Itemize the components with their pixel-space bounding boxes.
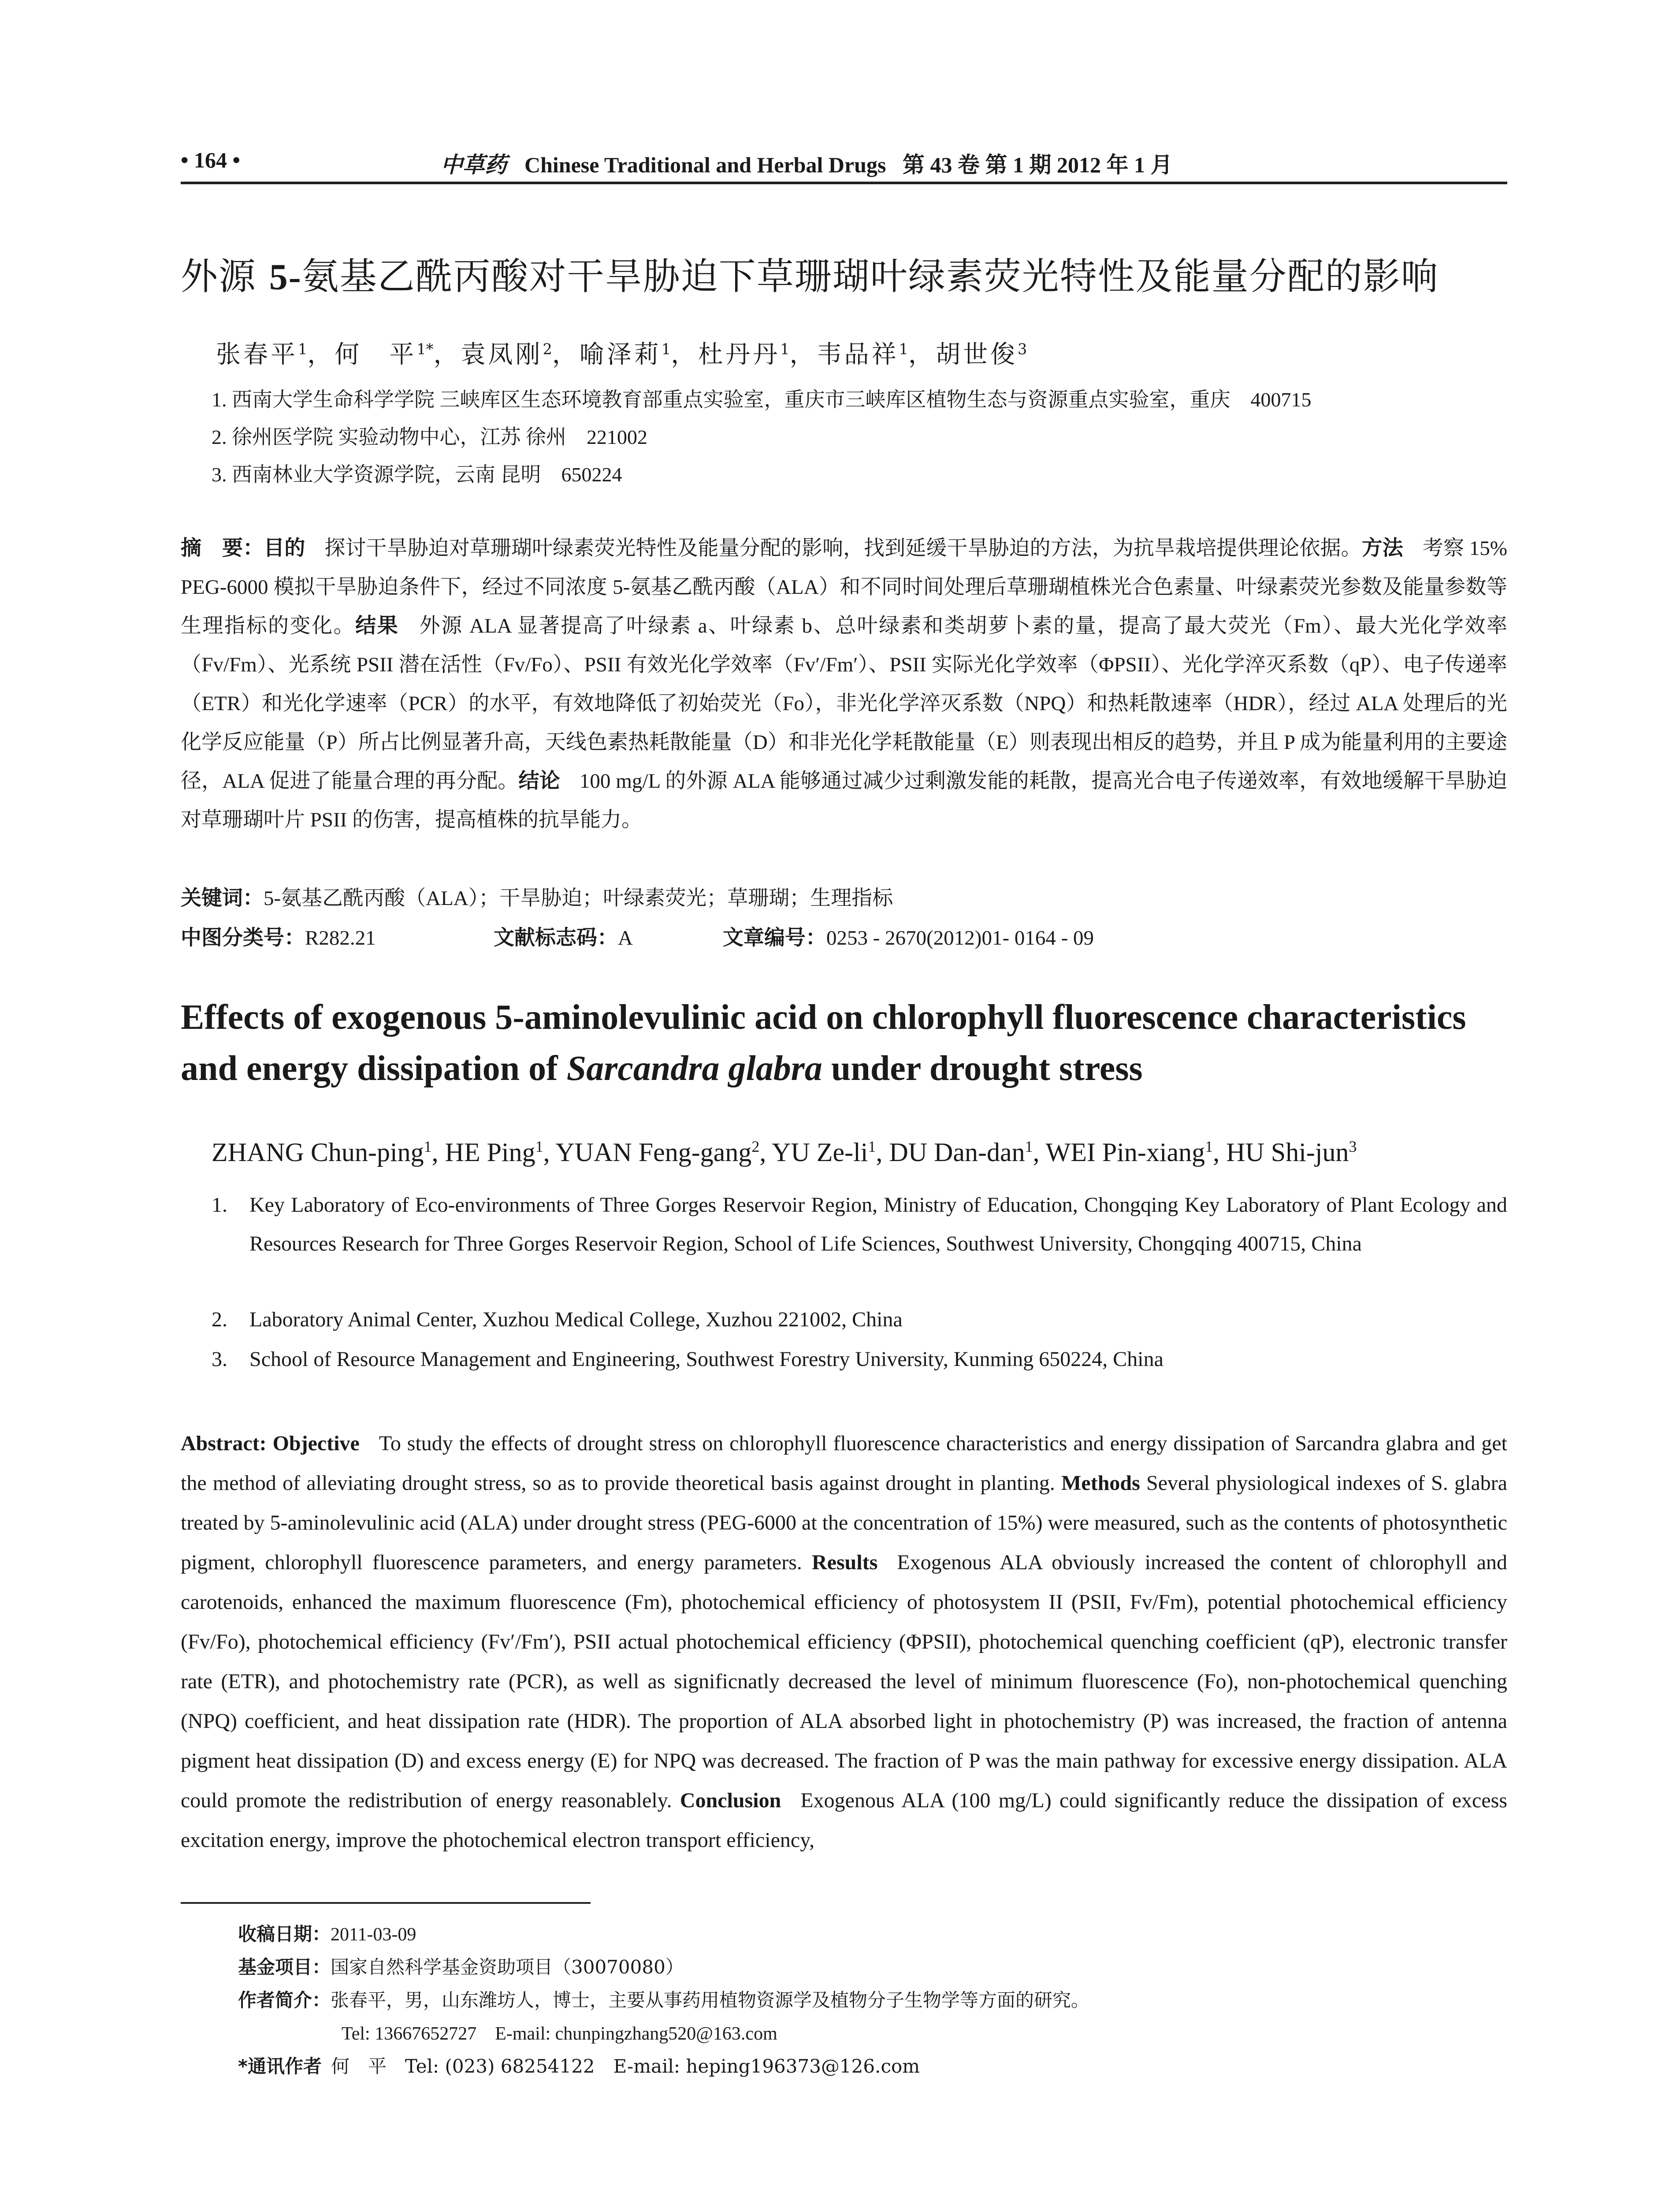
journal-name: [441, 147, 1172, 179]
page-number: • 164 •: [181, 148, 241, 172]
cn-abstract: [181, 529, 1507, 839]
footnote-author-contact: Tel: 13667652727 E-mail: chunpingzhang520@163.com: [342, 2024, 777, 2044]
cn-author: 杜丹丹$^1$: [698, 340, 790, 369]
en-methods: Several physiological indexes of S. glabra treated by 5-aminolevulinic acid (ALA) under drought stress (PEG-6000 at the concentration of 15%) were measured, such as the contents of photosynthetic pigment, chlorophyll fluorescence parameters, and energy parameters.: [181, 1471, 1508, 1574]
cn-keywords: [181, 882, 893, 911]
en-author: WEI Pin-xiang$^1$: [1045, 1138, 1213, 1167]
footnote-corresponding: *通讯作者 何 平 Tel: (023) 68254122 E-mail: heping196373@126.com: [238, 2055, 920, 2077]
cn-author: 胡世俊$^3$: [936, 340, 1027, 369]
cn-results-label: 结果: [355, 614, 399, 638]
cn-title: [181, 247, 1439, 300]
footnote-fund: 基金项目：国家自然科学基金资助项目（30070080）: [238, 1956, 684, 1978]
en-conclusion: Exogenous ALA (100 mg/L) could significantly reduce the dissipation of excess excitation energy, improve the photochemical electron transport efficiency,: [181, 1789, 1508, 1852]
en-results: Exogenous ALA obviously increased the content of chlorophyll and carotenoids, enhanced the maximum fluorescence (Fm), photochemical efficiency of photosystem II (PSII, Fv/Fm), potential photochemical efficiency (Fv/Fo), photochemical efficiency (Fv′/Fm′), PSII actual photochemical efficiency (ΦPSII), photochemical quenching coefficient (qP), electronic transfer rate (ETR), and photochemistry rate (PCR), as well as significnatly decreased the level of minimum fluorescence (Fo), non-photochemical quenching (NPQ) coefficient, and heat dissipation rate (HDR). The proportion of ALA absorbed light in photochemistry (P) was increased, the fraction of antenna pigment heat dissipation (D) and excess energy (E) for NPQ was decreased. The fraction of P was the main pathway for excessive energy dissipation. ALA could promote the redistribution of energy reasonablely.: [181, 1551, 1508, 1812]
en-author: HU Shi-jun$^3$: [1226, 1138, 1357, 1167]
en-conclusion-label: Conclusion: [680, 1789, 781, 1812]
cn-keywords-text: 5-氨基乙酰丙酸（ALA）；干旱胁迫；叶绿素荧光；草珊瑚；生理指标: [264, 887, 893, 910]
cn-author: 张春平$^1$: [216, 340, 308, 369]
en-methods-label: Methods: [1061, 1471, 1140, 1495]
header-rule: [181, 182, 1507, 184]
cn-affiliation-2: 2. 徐州医学院 实验动物中心，江苏 徐州 221002: [212, 426, 647, 448]
article-number: 文章编号：0253 - 2670(2012)01- 0164 - 09: [723, 926, 1094, 950]
en-affiliation-2: 2. Laboratory Animal Center, Xuzhou Medical College, Xuzhou 221002, China: [212, 1308, 903, 1331]
running-header: [181, 147, 1507, 182]
en-author: YU $Ze-li^1$: [772, 1138, 876, 1167]
en-author: YUAN Feng-gang$^2$: [555, 1138, 760, 1167]
document-code: 文献标志码：A: [494, 926, 633, 950]
cn-title-num: 5-: [269, 257, 302, 298]
cn-author: 韦品祥$^1$: [817, 340, 909, 369]
cn-author: 喻泽莉$^1$: [579, 340, 671, 369]
cn-methods-label: 方法: [1361, 536, 1403, 560]
cn-author: 何 平$^{1*}$: [335, 340, 434, 369]
footnote-received: 收稿日期：2011-03-09: [238, 1923, 416, 1945]
en-results-label: Results: [812, 1551, 878, 1574]
en-abstract-label: Abstract:: [181, 1432, 267, 1455]
en-authors: ZHANG Chun-ping$^1$, HE Ping$^1$, YUAN Feng-gang$^2$, YU $Ze-li^1$, DU Dan-dan$^1$, WEI Pin-xiang$^1$, HU Shi-jun$^3$: [212, 1138, 1357, 1167]
en-abstract: [181, 1424, 1507, 1860]
journal-name-en: Chinese Traditional and Herbal Drugs: [524, 153, 886, 177]
journal-name-cn: 中草药: [441, 152, 507, 178]
en-title: [181, 992, 1507, 1094]
cn-title-pre: 外源: [181, 255, 269, 298]
cn-objective-label: 目的: [264, 536, 305, 560]
cn-results: 外源 ALA 显著提高了叶绿素 a、叶绿素 b、总叶绿素和类胡萝卜素的量，提高了最大荧光（Fm）、最大光化学效率（Fv/Fm）、光系统 PSII 潜在活性（Fv/Fo）、PSII 有效光化学效率（Fv′/Fm′）、PSII 实际光化学效率（ΦPSII）、光化学淬灭系数（qP）、电子传递率（ETR）和光化学速率（PCR）的水平，有效地降低了初始荧光（Fo），非光化学淬灭系数（NPQ）和热耗散速率（HDR），经过 ALA 处理后的光化学反应能量（P）所占比例显著升高，天线色素热耗散能量（D）和非光化学耗散能量（E）则表现出相反的趋势，并且 P 成为能量利用的主要途径，ALA 促进了能量合理的再分配。: [181, 614, 1507, 793]
en-title-line-2: and energy dissipation of Sarcandra glabra under drought stress: [181, 1049, 1143, 1088]
cn-author: 袁凤刚$^2$: [461, 340, 552, 369]
en-objective: To study the effects of drought stress on chlorophyll fluorescence characteristics and energy dissipation of Sarcandra glabra and get the method of alleviating drought stress, so as to provide theoretical basis against drought in planting.: [181, 1432, 1508, 1495]
clc-number: 中图分类号：R282.21: [181, 926, 376, 950]
cn-methods: 考察 15% PEG-6000 模拟干旱胁迫条件下，经过不同浓度 5-氨基乙酰丙酸（ALA）和不同时间处理后草珊瑚植株光合色素量、叶绿素荧光参数及能量参数等生理指标的变化。: [181, 537, 1508, 637]
cn-affiliation-1: 1. 西南大学生命科学学院 三峡库区生态环境教育部重点实验室，重庆市三峡库区植物生态与资源重点实验室，重庆 400715: [212, 388, 1312, 411]
en-affiliation-3: 3. School of Resource Management and Engineering, Southwest Forestry University, Kunming 650224, China: [212, 1348, 1163, 1371]
footnote-rule: [181, 1902, 591, 1904]
cn-conclusion-label: 结论: [518, 769, 560, 793]
cn-objective: 探讨干旱胁迫对草珊瑚叶绿素荧光特性及能量分配的影响，找到延缓干旱胁迫的方法，为抗旱栽培提供理论依据。: [324, 537, 1362, 560]
journal-issue: 第 43 卷 第 1 期 2012 年 1 月: [902, 153, 1173, 177]
cn-affiliation-3: 3. 西南林业大学资源学院，云南 昆明 650224: [212, 463, 622, 486]
cn-conclusion: 100 mg/L 的外源 ALA 能够通过减少过剩激发能的耗散，提高光合电子传递效率，有效地缓解干旱胁迫对草珊瑚叶片 PSII 的伤害，提高植株的抗旱能力。: [181, 770, 1508, 831]
en-author: HE Ping$^1$: [445, 1138, 543, 1167]
en-objective-label: Objective: [272, 1432, 360, 1455]
cn-abstract-label: 摘 要：: [181, 536, 264, 560]
cn-title-rest: 氨基乙酰丙酸对干旱胁迫下草珊瑚叶绿素荧光特性及能量分配的影响: [301, 255, 1439, 298]
en-author: DU Dan-dan$^1$: [889, 1138, 1033, 1167]
cn-keywords-label: 关键词：: [181, 886, 264, 910]
en-author: ZHANG Chun-ping$^1$: [212, 1138, 432, 1167]
en-affiliation-1: 1. Key Laboratory of Eco-environments of Three Gorges Reservoir Region, Ministry of Education, Chongqing Key Laboratory of Plant Ecology and Resources Research for Three Gorges Reservoir Region, School of Life Sciences, Southwest University, Chongqing 400715, China: [212, 1193, 1507, 1255]
en-title-line-1: Effects of exogenous 5-aminolevulinic acid on chlorophyll fluorescence characteristics: [181, 998, 1466, 1037]
cn-authors: 张春平$^1$，何 平$^{1*}$，袁凤刚$^2$，喻泽莉$^1$，杜丹丹$^1$，韦品祥$^1$，胡世俊$^3$: [216, 340, 1027, 369]
footnote-author: 作者简介：张春平，男，山东潍坊人，博士，主要从事药用植物资源学及植物分子生物学等方面的研究。: [238, 1989, 1090, 2011]
